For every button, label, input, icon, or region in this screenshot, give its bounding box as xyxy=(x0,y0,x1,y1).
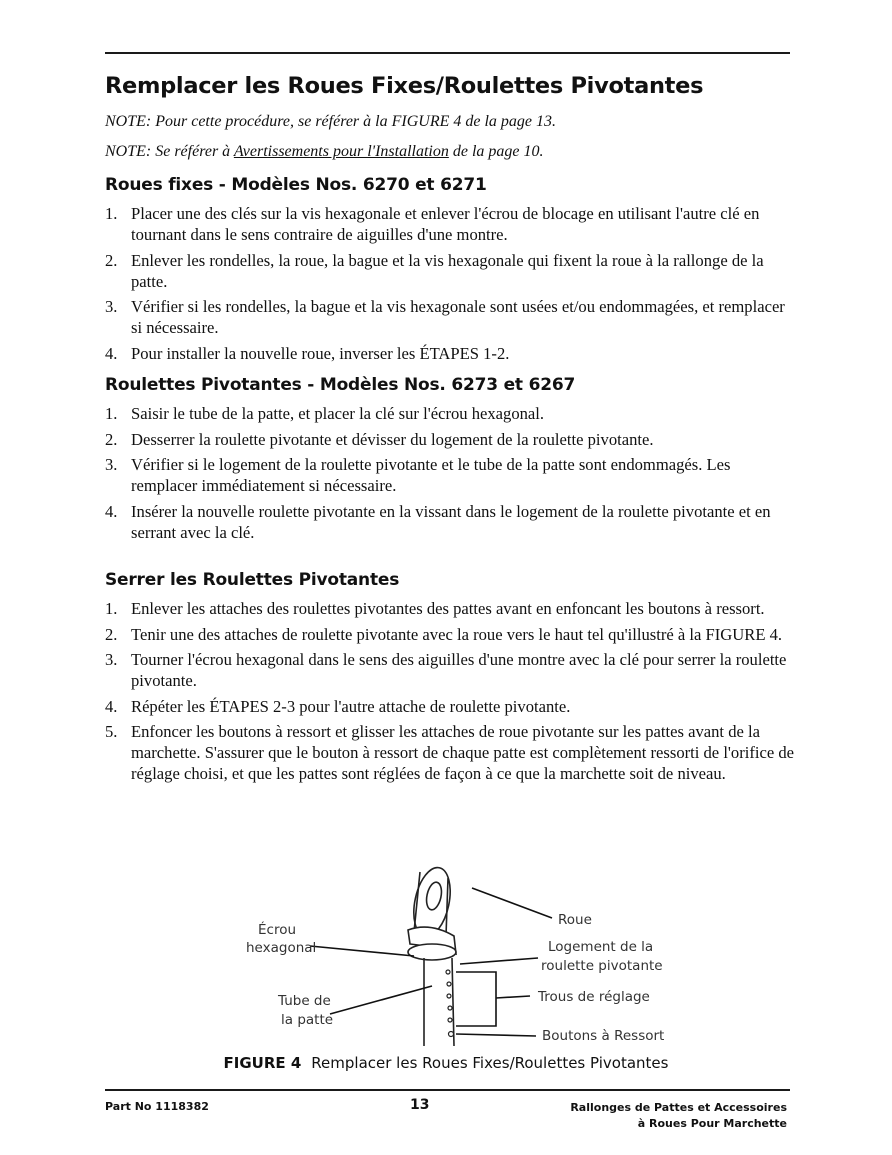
footer-part-number: Part No 1118382 xyxy=(105,1100,209,1113)
note-warnings-reference xyxy=(105,143,544,161)
list-item: 3. Vérifier si le logement de la roulette pivotante et le tube de la patte sont endommagés. Les remplacer immédiatement si nécessaire. xyxy=(105,455,731,495)
figure-caption-text: Remplacer les Roues Fixes/Roulettes Pivotantes xyxy=(311,1054,669,1072)
fixed-wheels-steps xyxy=(105,203,795,368)
caster-drawing xyxy=(408,864,456,1046)
page-title: Remplacer les Roues Fixes/Roulettes Pivotantes xyxy=(105,73,704,99)
footer-title-line2: à Roues Pour Marchette xyxy=(637,1117,787,1130)
note-suffix: de la page 10. xyxy=(448,143,544,160)
label-housing-line1: Logement de la xyxy=(548,939,654,955)
label-spring-buttons: Boutons à Ressort xyxy=(542,1028,665,1044)
label-adjustment-holes: Trous de réglage xyxy=(538,989,650,1005)
list-item: 4. Répéter les ÉTAPES 2-3 pour l'autre attache de roulette pivotante. xyxy=(105,696,571,716)
list-item: 4. Pour installer la nouvelle roue, inverser les ÉTAPES 1-2. xyxy=(105,343,510,363)
list-item: 3. Tourner l'écrou hexagonal dans le sens des aiguilles d'une montre avec la clé pour serrer la roulette pivotante. xyxy=(105,650,787,690)
label-housing-line2: roulette pivotante xyxy=(541,958,663,974)
list-item: 3. Vérifier si les rondelles, la bague et la vis hexagonale sont usées et/ou endommagées, et remplacer si nécessaire. xyxy=(105,297,785,337)
list-item: 2. Desserrer la roulette pivotante et dévisser du logement de la roulette pivotante. xyxy=(105,429,654,449)
list-item: 1. Enlever les attaches des roulettes pivotantes des pattes avant en enfoncant les boutons à ressort. xyxy=(105,599,765,618)
label-hex-nut-line1: Écrou xyxy=(258,922,297,938)
footer-title-line1: Rallonges de Pattes et Accessoires xyxy=(570,1101,787,1114)
top-rule xyxy=(105,52,790,54)
label-leg-tube-line2: la patte xyxy=(281,1012,334,1028)
list-item: 1. Saisir le tube de la patte, et placer la clé sur l'écrou hexagonal. xyxy=(105,404,545,423)
label-leg-tube-line1: Tube de xyxy=(278,993,331,1009)
section-heading-tighten-casters: Serrer les Roulettes Pivotantes xyxy=(105,570,400,590)
figure-caption xyxy=(0,1054,892,1072)
figure-4-illustration xyxy=(0,860,892,1080)
swivel-casters-steps xyxy=(105,403,795,547)
section-heading-fixed-wheels: Roues fixes - Modèles Nos. 6270 et 6271 xyxy=(105,175,487,195)
footer-rule xyxy=(105,1089,790,1091)
figure-labels xyxy=(246,912,664,1044)
footer-page-number: 13 xyxy=(410,1097,430,1113)
hex-nut xyxy=(408,944,456,960)
section-heading-swivel-casters: Roulettes Pivotantes - Modèles Nos. 6273 et 6267 xyxy=(105,375,576,395)
list-item: 2. Tenir une des attaches de roulette pivotante avec la roue vers le haut tel qu'illustré à la FIGURE 4. xyxy=(105,624,783,644)
note-prefix: NOTE: Se référer à xyxy=(105,143,234,160)
list-item: 4. Insérer la nouvelle roulette pivotante en la vissant dans le logement de la roulette pivotante et en serrant avec la clé. xyxy=(105,501,771,542)
label-wheel: Roue xyxy=(558,912,592,928)
footer-title xyxy=(570,1100,787,1132)
label-hex-nut-line2: hexagonal xyxy=(246,940,317,956)
note-figure-reference: NOTE: Pour cette procédure, se référer à la FIGURE 4 de la page 13. xyxy=(105,113,557,130)
tighten-casters-steps xyxy=(105,598,795,789)
figure-number: FIGURE 4 xyxy=(223,1054,302,1072)
list-item: 5. Enfoncer les boutons à ressort et glisser les attaches de roue pivotante sur les pattes avant de la marchette. S'assurer que le bouton à ressort de chaque patte est complètement ressorti de l'orifice de réglage choisi, et que les pattes sont réglées de façon à ce que la marchette soit de niveau. xyxy=(105,722,795,783)
list-item: 1. Placer une des clés sur la vis hexagonale et enlever l'écrou de blocage en utilisant l'autre clé en tournant dans le sens contraire de aiguilles d'une montre. xyxy=(105,204,760,244)
list-item: 2. Enlever les rondelles, la roue, la bague et la vis hexagonale qui fixent la roue à la rallonge de la patte. xyxy=(105,250,764,291)
warnings-link[interactable]: Avertissements pour l'Installation xyxy=(233,143,449,160)
